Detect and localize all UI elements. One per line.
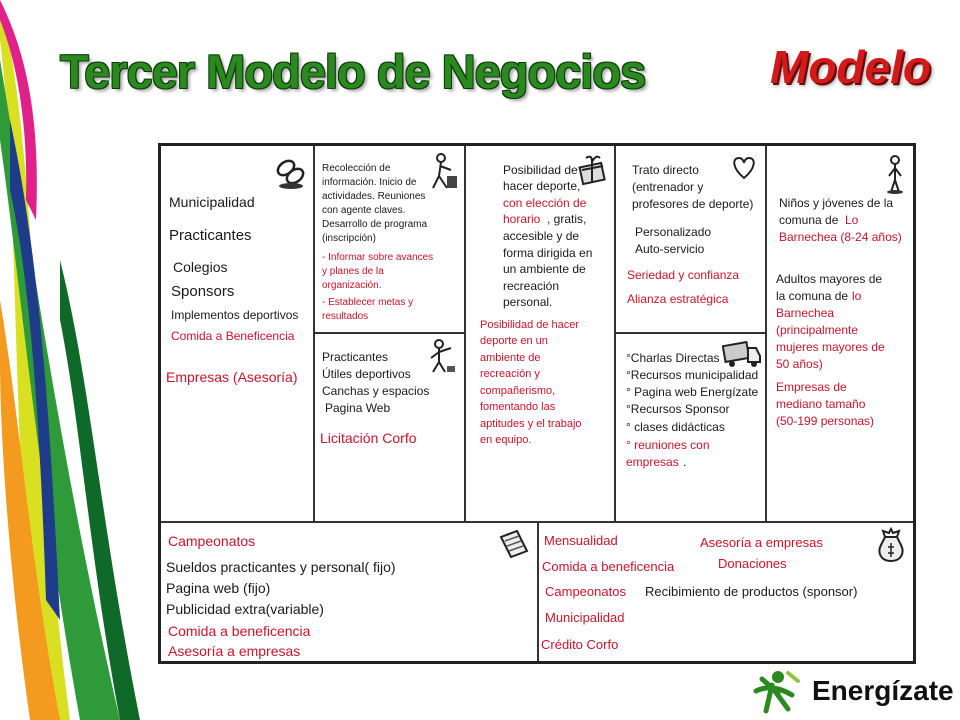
- revenue-line: Comida a beneficencia: [542, 559, 675, 574]
- factory-worker-icon: [427, 152, 459, 190]
- partner-line: Empresas (Asesoría): [166, 369, 298, 385]
- value-line: un ambiente de: [503, 262, 586, 276]
- decorative-ribbons: [0, 0, 140, 720]
- segment-line: la comuna de: [776, 289, 849, 303]
- channel-line: .: [683, 455, 687, 469]
- cost-line: Campeonatos: [168, 533, 256, 549]
- segment-line: Adultos mayores de: [776, 272, 883, 286]
- partner-line: Colegios: [173, 259, 228, 275]
- relationship-line: Alianza estratégica: [627, 292, 729, 306]
- cost-line: Pagina web (fijo): [166, 580, 271, 596]
- relationship-line: Seriedad y confianza: [627, 268, 740, 282]
- channel-line: empresas: [626, 455, 679, 469]
- revenue-line: Mensualidad: [544, 533, 618, 548]
- value-line: forma dirigida en: [503, 246, 593, 260]
- activity-line: con agente claves.: [322, 205, 406, 216]
- segment-line: mujeres mayores de: [776, 340, 885, 354]
- value-line: Posibilidad de hacer: [480, 319, 580, 331]
- relationship-line: Trato directo: [632, 163, 699, 177]
- revenue-line: Asesoría a empresas: [700, 535, 823, 550]
- brand-name: Energízate: [812, 675, 954, 706]
- value-line: personal.: [503, 295, 553, 309]
- resource-line: Útiles deportivos: [322, 367, 411, 381]
- activity-line: (inscripción): [322, 233, 376, 244]
- worker-icon: [425, 338, 457, 374]
- channel-line: °Charlas Directas: [626, 351, 720, 365]
- value-line: horario: [503, 212, 541, 226]
- heart-icon: [730, 154, 758, 180]
- price-tag-icon: [495, 527, 531, 561]
- channels-block: [614, 332, 765, 521]
- channel-line: ° Pagina web Energízate: [626, 385, 759, 399]
- resource-line: Licitación Corfo: [320, 430, 417, 446]
- value-line: deporte en un: [480, 335, 548, 347]
- activity-line: resultados: [322, 311, 369, 322]
- activity-line: organización.: [322, 280, 382, 291]
- segment-line: comuna de: [779, 213, 839, 227]
- revenue-line: Donaciones: [718, 556, 787, 571]
- channel-line: ° clases didácticas: [626, 420, 725, 434]
- key-activities-block: [313, 146, 464, 332]
- cost-structure-block: [161, 521, 537, 661]
- segment-line: lo: [852, 289, 862, 303]
- value-line: accesible y de: [503, 229, 580, 243]
- revenue-line: Recibimiento de productos (sponsor): [645, 584, 858, 599]
- revenue-line: Crédito Corfo: [541, 637, 619, 652]
- partner-line: Practicantes: [169, 227, 252, 244]
- money-bag-icon: [875, 527, 907, 565]
- value-line: aptitudes y el trabajo: [480, 418, 582, 430]
- channel-line: ° reuniones con: [626, 438, 710, 452]
- activity-line: actividades. Reuniones: [322, 191, 426, 202]
- channel-line: °Recursos municipalidad: [626, 368, 759, 382]
- value-line: hacer deporte,: [503, 179, 581, 193]
- resource-line: Practicantes: [322, 350, 389, 364]
- partner-line: Comida a Beneficencia: [171, 329, 295, 343]
- value-line: fomentando las: [480, 401, 556, 413]
- key-resources-block: [313, 332, 464, 521]
- channel-line: °Recursos Sponsor: [626, 402, 730, 416]
- value-line: recreación: [503, 279, 560, 293]
- segment-line: 50 años): [776, 357, 823, 371]
- relationship-line: (entrenador y: [632, 180, 704, 194]
- activity-line: información. Inicio de: [322, 177, 417, 188]
- chain-link-icon: [273, 154, 309, 190]
- segment-line: (50-199 personas): [776, 414, 875, 428]
- revenue-line: Campeonatos: [545, 584, 626, 599]
- segment-line: (principalmente: [776, 323, 859, 337]
- business-model-canvas: [158, 143, 916, 664]
- value-line: Posibilidad de: [503, 163, 578, 177]
- activity-line: - Informar sobre avances: [322, 252, 434, 263]
- revenue-streams-block: [537, 521, 913, 661]
- customer-segments-block: [765, 146, 913, 521]
- value-line: en equipo.: [480, 434, 532, 446]
- page-subtitle: Modelo: [770, 41, 931, 93]
- page-title: Tercer Modelo de Negocios: [60, 45, 646, 98]
- partner-line: Sponsors: [171, 283, 235, 300]
- relationship-line: Auto-servicio: [635, 242, 705, 256]
- truck-icon: [722, 340, 762, 368]
- value-line: ambiente de: [480, 352, 541, 364]
- partner-line: Municipalidad: [169, 194, 255, 210]
- activity-line: - Establecer metas y: [322, 297, 414, 308]
- value-proposition-block: [464, 146, 614, 521]
- activity-line: Desarrollo de programa: [322, 219, 428, 230]
- relationship-line: profesores de deporte): [632, 197, 754, 211]
- segment-line: Barnechea (8-24 años): [779, 230, 902, 244]
- value-line: compañerismo,: [480, 385, 556, 397]
- person-icon: [883, 154, 907, 194]
- customer-relationships-block: [614, 146, 765, 332]
- resource-line: Canchas y espacios: [322, 384, 430, 398]
- cost-line: Publicidad extra(variable): [166, 601, 324, 617]
- value-line: recreación y: [480, 368, 540, 380]
- relationship-line: Personalizado: [635, 225, 712, 239]
- value-line: con elección de: [503, 196, 587, 210]
- value-line: , gratis,: [547, 212, 587, 226]
- activity-line: y planes de la: [322, 266, 384, 277]
- segment-line: Barnechea: [776, 306, 835, 320]
- cost-line: Sueldos practicantes y personal( fijo): [166, 559, 396, 575]
- activity-line: Recolección de: [322, 163, 391, 174]
- key-partners-block: [161, 146, 313, 521]
- partner-line: Implementos deportivos: [171, 308, 299, 322]
- cost-line: Comida a beneficencia: [168, 623, 311, 639]
- gift-icon: [576, 152, 610, 186]
- revenue-line: Municipalidad: [545, 610, 625, 625]
- segment-line: mediano tamaño: [776, 397, 866, 411]
- cost-line: Asesoría a empresas: [168, 643, 301, 659]
- segment-line: Lo: [845, 213, 859, 227]
- resource-line: Pagina Web: [325, 401, 391, 415]
- segment-line: Empresas de: [776, 380, 847, 394]
- segment-line: Niños y jóvenes de la: [779, 196, 894, 210]
